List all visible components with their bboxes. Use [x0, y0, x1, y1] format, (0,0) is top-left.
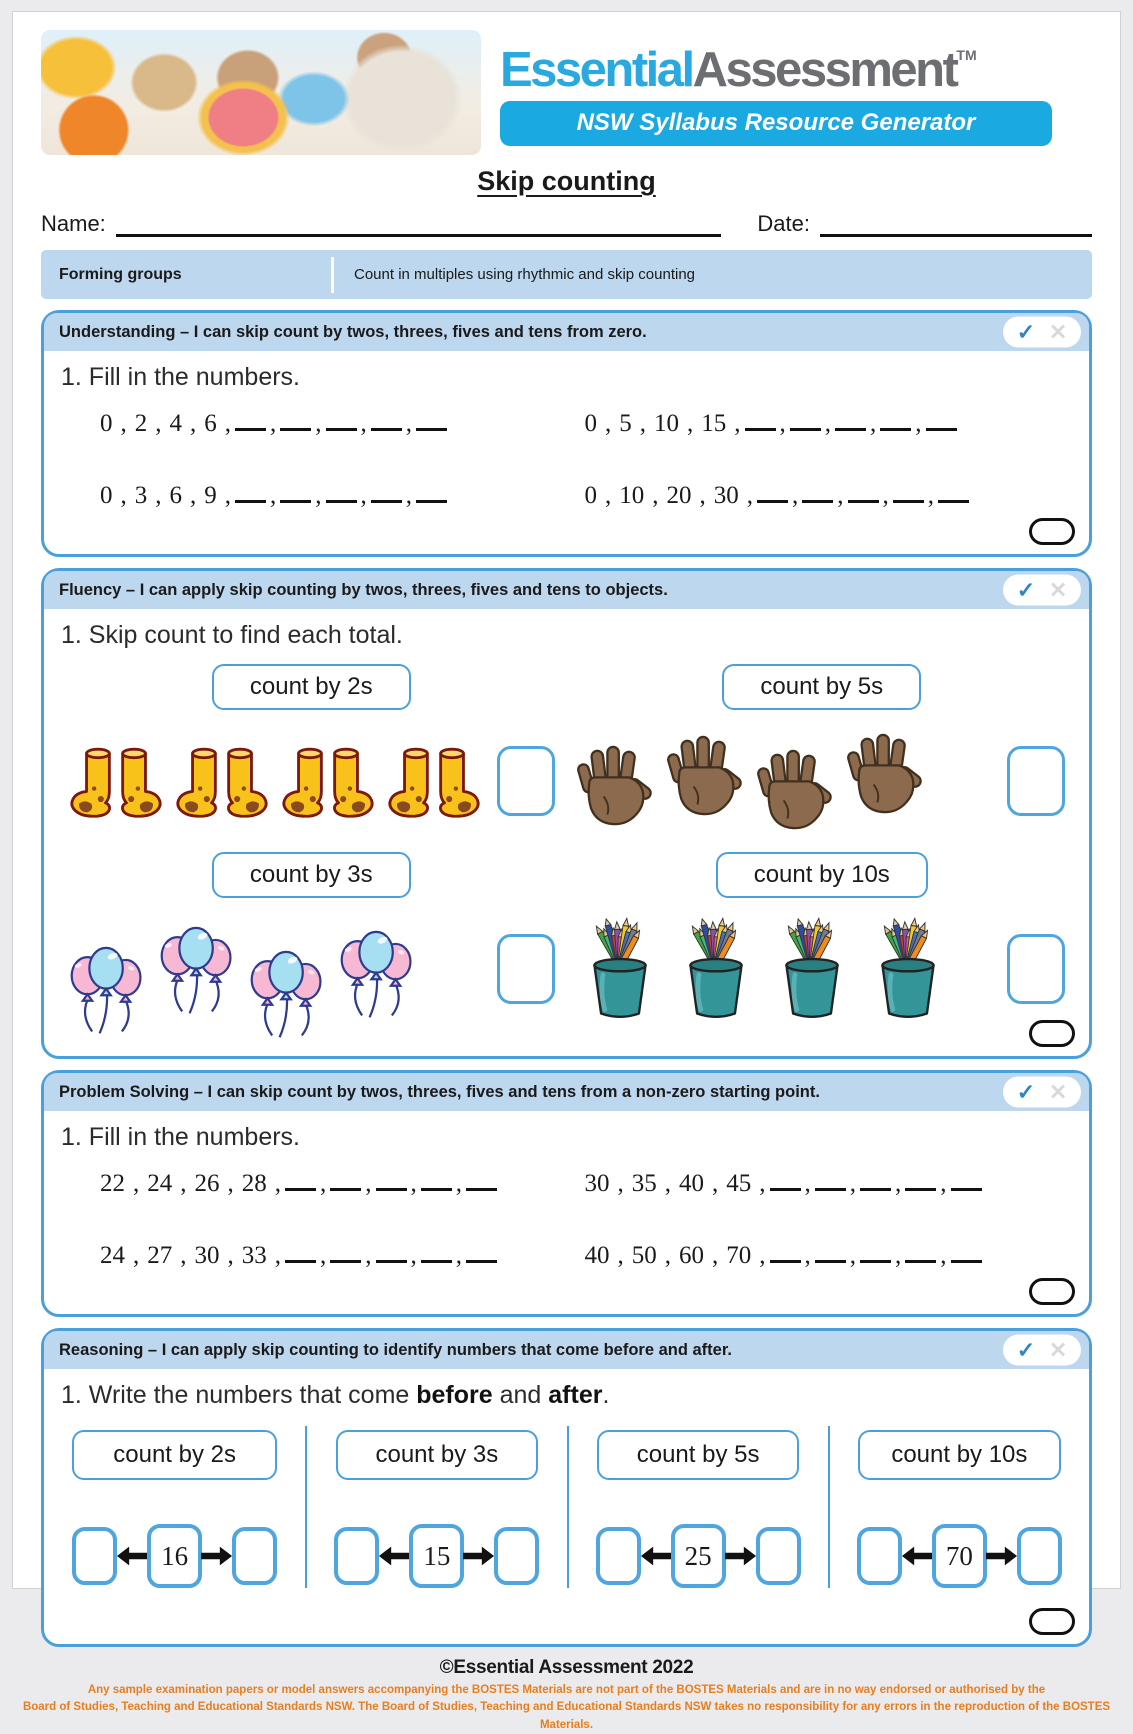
instruction-bold-before: before: [416, 1381, 493, 1409]
total-answer-box[interactable]: [1007, 746, 1065, 816]
sequence-number: 45: [726, 1170, 752, 1197]
before-answer-box[interactable]: [857, 1527, 902, 1585]
date-input-line[interactable]: [820, 215, 1092, 237]
section-header: [44, 1073, 1089, 1111]
comma: ,: [227, 1242, 234, 1269]
after-answer-box[interactable]: [1017, 1527, 1062, 1585]
sequence-grid: [44, 392, 1089, 554]
number-sequence: [94, 482, 579, 510]
sequence-number: 15: [701, 410, 727, 437]
balloons-icon: [64, 933, 150, 1037]
comma: ,: [837, 482, 844, 509]
completion-oval[interactable]: [1029, 1278, 1075, 1305]
answer-blank[interactable]: [371, 417, 402, 431]
boots-pair-icon: [170, 743, 274, 819]
reasoning-column: [44, 1426, 305, 1588]
comma: ,: [315, 410, 322, 437]
instruction-part: 1. Write the numbers that come: [61, 1381, 417, 1409]
answer-blank[interactable]: [938, 489, 969, 503]
answer-blank[interactable]: [745, 417, 776, 431]
arrow-left-icon: [640, 1545, 672, 1567]
comma: ,: [652, 482, 659, 509]
reasoning-instruction: [44, 1369, 1089, 1410]
comma: ,: [940, 1170, 947, 1197]
date-label: Date:: [757, 211, 810, 236]
sequence-number: 35: [631, 1170, 657, 1197]
answer-blank[interactable]: [848, 489, 879, 503]
sequence-number: 30: [584, 1170, 610, 1197]
comma: ,: [180, 1170, 187, 1197]
comma: ,: [455, 1242, 462, 1269]
disclaimer-line: Board of Studies, Teaching and Educational Standards NSW. The Board of Studies, Teaching and Educational Standards NSW takes no responsibility for any errors in the reproduction of the BOSTES Materials.: [22, 1701, 1111, 1731]
answer-blank[interactable]: [416, 489, 447, 503]
balloons-icon: [334, 917, 420, 1021]
comma: ,: [617, 1242, 624, 1269]
answer-blank[interactable]: [880, 417, 911, 431]
cross-icon[interactable]: ✕: [1048, 1079, 1068, 1104]
cross-icon[interactable]: ✕: [1048, 577, 1068, 602]
comma: ,: [639, 410, 646, 437]
check-icon[interactable]: ✓: [1016, 319, 1036, 344]
strand-name: Forming groups: [59, 265, 182, 283]
pencil-cup-icon: [671, 916, 761, 1022]
number-sequence: [579, 1170, 1064, 1198]
sequence-number: 5: [619, 410, 632, 437]
comma: ,: [712, 1170, 719, 1197]
answer-blank[interactable]: [280, 417, 311, 431]
section-fluency: [41, 568, 1092, 1059]
comma: ,: [227, 1170, 234, 1197]
sequence-number: 0: [100, 482, 113, 509]
comma: ,: [320, 1170, 327, 1197]
brand-part-assessment: Assessment: [692, 43, 957, 97]
comma: ,: [664, 1242, 671, 1269]
boots-pair-icon: [382, 743, 486, 819]
center-number-box: 16: [147, 1524, 202, 1588]
sequence-grid: [44, 1152, 1089, 1314]
pencil-cup-icon: [863, 916, 953, 1022]
comma: ,: [224, 410, 231, 437]
comma: ,: [120, 410, 127, 437]
count-by-label: count by 10s: [858, 1430, 1061, 1480]
balloons-icon: [244, 937, 330, 1041]
copyright-text: ©Essential Assessment 2022: [439, 1657, 694, 1678]
worksheet-page: [12, 11, 1121, 1731]
count-by-label: count by 10s: [716, 852, 928, 898]
sequence-number: 30: [194, 1242, 220, 1269]
comma: ,: [315, 482, 322, 509]
answer-blank[interactable]: [235, 417, 266, 431]
answer-blank[interactable]: [770, 1177, 801, 1191]
answer-blank[interactable]: [815, 1177, 846, 1191]
hand-icon: [575, 739, 655, 831]
comma: ,: [804, 1170, 811, 1197]
answer-blank[interactable]: [815, 1249, 846, 1263]
fluency-group: [56, 654, 567, 842]
count-by-label: count by 2s: [72, 1430, 276, 1480]
cross-icon[interactable]: ✕: [1048, 1337, 1068, 1362]
comma: ,: [410, 1170, 417, 1197]
sequence-number: 30: [713, 482, 739, 509]
comma: ,: [180, 1242, 187, 1269]
comma: ,: [190, 410, 197, 437]
instruction-bold-after: after: [548, 1381, 603, 1409]
sequence-number: 0: [584, 410, 597, 437]
sequence-number: 10: [619, 482, 645, 509]
answer-blank[interactable]: [330, 1177, 361, 1191]
arrow-left-icon: [116, 1545, 148, 1567]
answer-blank[interactable]: [416, 417, 447, 431]
before-after-row: [575, 1524, 822, 1588]
object-row: [571, 910, 1074, 1028]
answer-blank[interactable]: [893, 489, 924, 503]
sequence-number: 24: [100, 1242, 125, 1269]
reasoning-columns: [44, 1426, 1089, 1644]
object-row: [571, 722, 1074, 840]
answer-blank[interactable]: [285, 1249, 316, 1263]
comma: ,: [849, 1242, 856, 1269]
answer-blank[interactable]: [757, 489, 788, 503]
comma: ,: [410, 1242, 417, 1269]
after-answer-box[interactable]: [756, 1527, 801, 1585]
comma: ,: [405, 482, 412, 509]
comma: ,: [190, 482, 197, 509]
reasoning-column: [305, 1426, 566, 1588]
comma: ,: [927, 482, 934, 509]
before-answer-box[interactable]: [334, 1527, 379, 1585]
answer-blank[interactable]: [376, 1249, 407, 1263]
comma: ,: [274, 1242, 281, 1269]
sequence-number: 0: [584, 482, 597, 509]
sequence-number: 40: [679, 1170, 704, 1197]
brand-part-essential: Essential: [500, 43, 693, 97]
answer-blank[interactable]: [860, 1177, 891, 1191]
answer-blank[interactable]: [951, 1177, 982, 1191]
section-header-text: Problem Solving – I can skip count by twos, threes, fives and tens from a non-zero starting point.: [59, 1082, 820, 1101]
balloons-icon: [154, 913, 240, 1017]
answer-blank[interactable]: [926, 417, 957, 431]
number-sequence: [94, 1242, 579, 1270]
boots-pair-icon: [64, 743, 168, 819]
answer-blank[interactable]: [421, 1249, 452, 1263]
header-photo: [41, 30, 481, 155]
self-assessment-toggle[interactable]: [1003, 1077, 1081, 1108]
fluency-grid: [44, 650, 1089, 1056]
count-by-label-row: [571, 664, 1074, 710]
count-by-label-row: [571, 852, 1074, 898]
comma: ,: [405, 410, 412, 437]
sequence-number: 10: [654, 410, 679, 437]
comma: ,: [360, 482, 367, 509]
sequence-number: 4: [169, 410, 182, 437]
comma: ,: [759, 1242, 766, 1269]
fluency-group: [56, 842, 567, 1030]
comma: ,: [605, 410, 612, 437]
comma: ,: [133, 1170, 140, 1197]
arrow-left-icon: [378, 1545, 410, 1567]
object-row: [60, 910, 563, 1028]
sequence-number: 0: [100, 410, 113, 437]
completion-oval[interactable]: [1029, 1020, 1075, 1047]
comma: ,: [365, 1242, 372, 1269]
self-assessment-toggle[interactable]: [1003, 575, 1081, 606]
name-label: Name:: [41, 211, 106, 236]
before-answer-box[interactable]: [72, 1527, 117, 1585]
section-problem-solving: [41, 1070, 1092, 1317]
center-number-box: 25: [671, 1524, 726, 1588]
comma: ,: [687, 410, 694, 437]
arrow-right-icon: [463, 1545, 495, 1567]
fluency-group: [567, 654, 1078, 842]
comma: ,: [664, 1170, 671, 1197]
strand-bar: [41, 250, 1092, 299]
answer-blank[interactable]: [835, 417, 866, 431]
count-by-label: count by 5s: [597, 1430, 800, 1480]
sequence-number: 2: [134, 410, 148, 437]
answer-blank[interactable]: [860, 1249, 891, 1263]
comma: ,: [882, 482, 889, 509]
comma: ,: [320, 1242, 327, 1269]
comma: ,: [699, 482, 706, 509]
self-assessment-toggle[interactable]: [1003, 1335, 1081, 1366]
arrow-right-icon: [201, 1545, 233, 1567]
number-sequence: [579, 1242, 1064, 1270]
after-answer-box[interactable]: [232, 1527, 277, 1585]
disclaimer-line: Any sample examination papers or model answers accompanying the BOSTES Materials are not part of the BOSTES Materials and are in no way endorsed or authorised by the: [87, 1684, 1046, 1696]
instruction-text: 1. Fill in the numbers.: [61, 1123, 300, 1151]
comma: ,: [779, 410, 786, 437]
answer-blank[interactable]: [466, 1249, 497, 1263]
page-title: Skip counting: [477, 166, 656, 196]
count-by-label: count by 2s: [212, 664, 411, 710]
answer-blank[interactable]: [326, 489, 357, 503]
arrow-left-icon: [901, 1545, 933, 1567]
sequence-number: 26: [194, 1170, 220, 1197]
sequence-number: 22: [100, 1170, 125, 1197]
before-after-row: [836, 1524, 1083, 1588]
instruction-text: 1. Skip count to find each total.: [61, 621, 403, 649]
instruction-text: 1. Fill in the numbers.: [61, 363, 300, 391]
section-understanding: [41, 310, 1092, 557]
comma: ,: [270, 482, 277, 509]
total-answer-box[interactable]: [497, 746, 555, 816]
answer-blank[interactable]: [905, 1177, 936, 1191]
total-answer-box[interactable]: [497, 934, 555, 1004]
header: [13, 12, 1120, 158]
sequence-number: 70: [726, 1242, 752, 1269]
total-answer-box[interactable]: [1007, 934, 1065, 1004]
answer-blank[interactable]: [790, 417, 821, 431]
sequence-number: 60: [679, 1242, 704, 1269]
comma: ,: [617, 1170, 624, 1197]
comma: ,: [870, 410, 877, 437]
comma: ,: [849, 1170, 856, 1197]
after-answer-box[interactable]: [494, 1527, 539, 1585]
section-header-text: Reasoning – I can apply skip counting to identify numbers that come before and after.: [59, 1340, 732, 1359]
instruction-part: .: [602, 1381, 610, 1409]
answer-blank[interactable]: [466, 1177, 497, 1191]
hand-icon: [755, 743, 835, 835]
comma: ,: [940, 1242, 947, 1269]
sequence-number: 40: [584, 1242, 610, 1269]
sequence-number: 6: [169, 482, 182, 509]
comma: ,: [360, 410, 367, 437]
arrow-right-icon: [986, 1545, 1018, 1567]
sequence-number: 9: [204, 482, 217, 509]
brand-banner: NSW Syllabus Resource Generator: [500, 101, 1052, 146]
section-header: [44, 313, 1089, 351]
center-number-box: 70: [932, 1524, 987, 1588]
number-sequence: [94, 1170, 579, 1198]
completion-oval[interactable]: [1029, 518, 1075, 545]
comma: ,: [792, 482, 799, 509]
comma: ,: [804, 1242, 811, 1269]
sequence-number: 50: [631, 1242, 657, 1269]
name-date-row: [13, 211, 1120, 237]
comma: ,: [746, 482, 753, 509]
reasoning-column: [828, 1426, 1089, 1588]
check-icon[interactable]: ✓: [1016, 1337, 1036, 1362]
comma: ,: [734, 410, 741, 437]
trademark-symbol: TM: [956, 47, 977, 63]
brand-wordmark: [500, 43, 1092, 97]
reasoning-column: [567, 1426, 828, 1588]
boots-pair-icon: [276, 743, 380, 819]
count-by-label: count by 5s: [722, 664, 921, 710]
comma: ,: [712, 1242, 719, 1269]
answer-blank[interactable]: [280, 489, 311, 503]
section-header: [44, 1331, 1089, 1369]
answer-blank[interactable]: [421, 1177, 452, 1191]
comma: ,: [155, 482, 162, 509]
comma: ,: [605, 482, 612, 509]
fluency-group: [567, 842, 1078, 1030]
section-reasoning: [41, 1328, 1092, 1647]
answer-blank[interactable]: [330, 1249, 361, 1263]
answer-blank[interactable]: [376, 1177, 407, 1191]
answer-blank[interactable]: [235, 489, 266, 503]
self-assessment-toggle[interactable]: [1003, 317, 1081, 348]
before-after-row: [313, 1524, 560, 1588]
sequence-number: 28: [241, 1170, 267, 1197]
comma: ,: [365, 1170, 372, 1197]
answer-blank[interactable]: [285, 1177, 316, 1191]
brand-logo: [500, 30, 1092, 146]
sequence-number: 20: [666, 482, 692, 509]
comma: ,: [120, 482, 127, 509]
check-icon[interactable]: ✓: [1016, 577, 1036, 602]
before-answer-box[interactable]: [596, 1527, 641, 1585]
center-number-box: 15: [409, 1524, 464, 1588]
object-row: [60, 722, 563, 840]
name-input-line[interactable]: [116, 215, 722, 237]
comma: ,: [759, 1170, 766, 1197]
answer-blank[interactable]: [326, 417, 357, 431]
instruction-part: and: [492, 1381, 549, 1409]
pencil-cup-icon: [575, 916, 665, 1022]
sequence-number: 27: [147, 1242, 173, 1269]
sequence-number: 33: [241, 1242, 267, 1269]
comma: ,: [895, 1170, 902, 1197]
strand-descriptor: Count in multiples using rhythmic and skip counting: [354, 266, 696, 283]
hand-icon: [845, 727, 925, 819]
comma: ,: [270, 410, 277, 437]
answer-blank[interactable]: [802, 489, 833, 503]
number-sequence: [579, 410, 1064, 438]
section-header-text: Understanding – I can skip count by twos, threes, fives and tens from zero.: [59, 322, 647, 341]
answer-blank[interactable]: [371, 489, 402, 503]
count-by-label: count by 3s: [212, 852, 411, 898]
answer-blank[interactable]: [951, 1249, 982, 1263]
hand-icon: [665, 729, 745, 821]
sequence-number: 3: [134, 482, 148, 509]
number-sequence: [579, 482, 1064, 510]
sequence-number: 6: [204, 410, 217, 437]
comma: ,: [274, 1170, 281, 1197]
check-icon[interactable]: ✓: [1016, 1079, 1036, 1104]
arrow-right-icon: [725, 1545, 757, 1567]
comma: ,: [133, 1242, 140, 1269]
answer-blank[interactable]: [905, 1249, 936, 1263]
completion-oval[interactable]: [1029, 1608, 1075, 1635]
comma: ,: [155, 410, 162, 437]
section-header: [44, 571, 1089, 609]
count-by-label-row: [60, 664, 563, 710]
before-after-row: [50, 1524, 299, 1588]
comma: ,: [455, 1170, 462, 1197]
comma: ,: [915, 410, 922, 437]
comma: ,: [824, 410, 831, 437]
disclaimer-text: [13, 1682, 1120, 1734]
pencil-cup-icon: [767, 916, 857, 1022]
number-sequence: [94, 410, 579, 438]
comma: ,: [895, 1242, 902, 1269]
answer-blank[interactable]: [770, 1249, 801, 1263]
count-by-label: count by 3s: [336, 1430, 539, 1480]
section-header-text: Fluency – I can apply skip counting by twos, threes, fives and tens to objects.: [59, 580, 668, 599]
sequence-number: 24: [147, 1170, 173, 1197]
comma: ,: [224, 482, 231, 509]
count-by-label-row: [60, 852, 563, 898]
cross-icon[interactable]: ✕: [1048, 319, 1068, 344]
